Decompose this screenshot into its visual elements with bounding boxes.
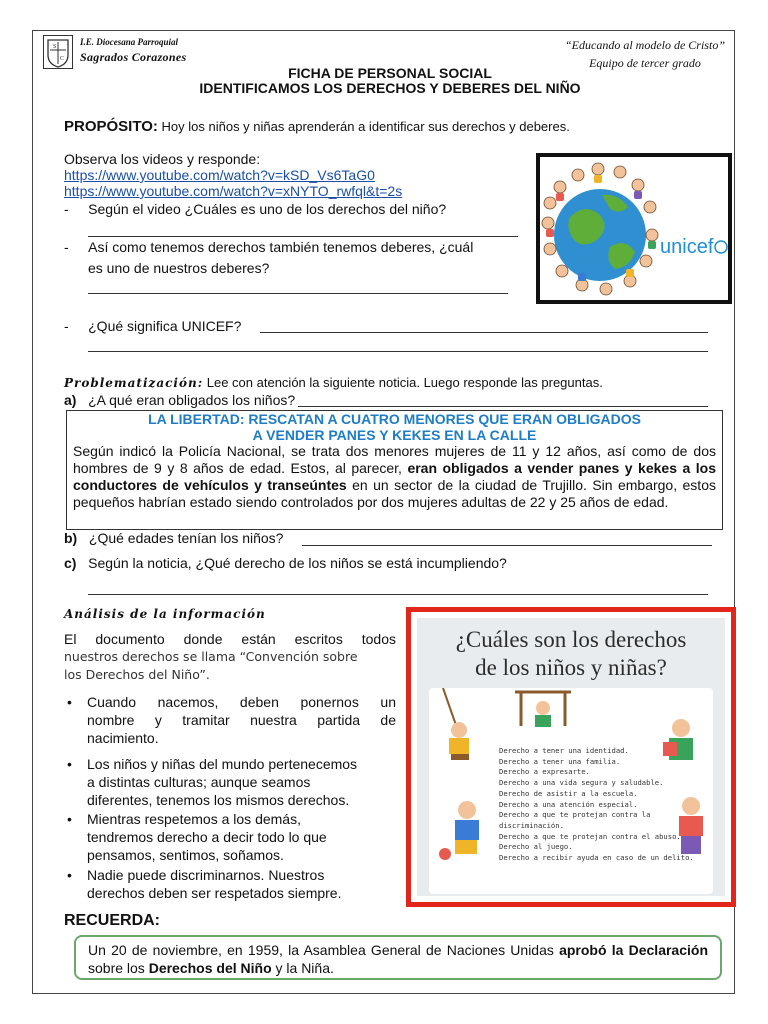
bullet-1-line-3: nacimiento.	[87, 730, 159, 746]
bullet-1-line-2: nombre y tramitar nuestra partida de	[87, 712, 396, 728]
news-body	[67, 443, 722, 511]
question-c	[64, 553, 507, 574]
answer-line[interactable]	[298, 406, 708, 407]
rights-title-1: ¿Cuáles son los derechos	[455, 627, 687, 652]
answer-line[interactable]	[88, 594, 708, 595]
answer-line[interactable]	[302, 545, 712, 546]
rights-item: Derecho a recibir ayuda en caso de un delito.	[499, 853, 694, 863]
analysis-bullet-4	[87, 866, 396, 902]
title-line1: FICHA DE PERSONAL SOCIAL	[288, 65, 492, 81]
rights-item: discriminación.	[499, 820, 564, 830]
globe-children-icon	[540, 157, 728, 300]
team-text: Equipo de tercer grado	[589, 56, 701, 70]
question-3: - ¿Qué significa UNICEF?	[64, 318, 242, 334]
analysis-bullet-3	[87, 810, 396, 864]
svg-text:S: S	[53, 44, 57, 50]
problem-label: Problematización:	[64, 376, 204, 390]
recuerda-text-2: sobre los	[88, 960, 149, 976]
bullet-2-line-3: diferentes, tenemos los mismos derechos.	[87, 792, 350, 808]
question-b	[64, 528, 283, 549]
question-2: - Así como tenemos derechos también tenemos deberes, ¿cuál	[64, 239, 474, 255]
news-headline-2: A VENDER PANES Y KEKES EN LA CALLE	[252, 427, 537, 443]
question-b-text: ¿Qué edades tenían los niños?	[88, 530, 284, 546]
analysis-intro-1: El documento donde están escritos todos	[64, 631, 396, 647]
news-body-bold: eran obligados a vender panes y kekes a los conductores de vehículos y transeúntes	[73, 460, 716, 493]
bullet-2-line-1: • Los niños y niñas del mundo pertenecemos	[87, 756, 358, 772]
question-3-text: ¿Qué significa UNICEF?	[88, 318, 242, 334]
rights-item: Derecho a que te protejan contra la	[499, 810, 651, 820]
question-a	[64, 390, 295, 411]
recuerda-bold-1: aprobó la Declaración	[559, 942, 708, 958]
news-headline-1: LA LIBERTAD: RESCATAN A CUATRO MENORES QUE ERAN OBLIGADOS	[148, 411, 641, 427]
news-box	[66, 410, 723, 530]
question-c-text: Según la noticia, ¿Qué derecho de los niños se está incumpliendo?	[88, 555, 507, 571]
analysis-intro-3: los Derechos del Niño”.	[64, 667, 210, 682]
rights-item: Derecho a expresarte.	[499, 767, 590, 777]
page-title	[140, 66, 640, 96]
news-body-1: Según indicó la Policía Nacional, se trata dos menores mujeres de 11 y 12 años, así como de dos hombres de 9 y 8 años de edad. Estos, al parecer,	[73, 443, 716, 476]
bullet-4-line-2: derechos deben ser respetados siempre.	[87, 885, 342, 901]
question-b-label: b)	[64, 530, 78, 546]
question-2-text-a: Así como tenemos derechos también tenemos deberes, ¿cuál	[88, 239, 474, 255]
videos-intro: Observa los videos y responde:	[64, 151, 261, 167]
answer-line[interactable]	[88, 351, 708, 352]
school-name-line2: Sagrados Corazones	[80, 50, 187, 64]
rights-image	[406, 607, 736, 907]
unicef-image	[536, 153, 732, 304]
question-2-text-b: es uno de nuestros deberes?	[88, 260, 270, 276]
question-a-label: a)	[64, 392, 77, 408]
school-name-line1: I.E. Diocesana Parroquial	[80, 37, 179, 47]
rights-item: Derecho de asistir a la escuela.	[499, 788, 638, 798]
unicef-brand: unicef	[660, 236, 714, 258]
rights-item: Derecho a tener una familia.	[499, 756, 621, 766]
answer-line[interactable]	[260, 332, 708, 333]
video-link-1[interactable]: https://www.youtube.com/watch?v=kSD_Vs6TaG0	[64, 167, 375, 183]
problem-text: Lee con atención la siguiente noticia. Luego responde las preguntas.	[206, 375, 603, 390]
news-body-2: en un sector de la ciudad de Trujillo. Sin embargo, estos pequeños habrían estado siendo controlados por dos mujeres adultas de 22 y 25 años de edad.	[73, 477, 716, 510]
recuerda-label: RECUERDA:	[64, 912, 160, 929]
analysis-bullet-2	[87, 755, 396, 809]
recuerda-bold-2: Derechos del Niño	[148, 960, 272, 976]
title-line2: IDENTIFICAMOS LOS DERECHOS Y DEBERES DEL NIÑO	[199, 80, 581, 96]
purpose-label: PROPÓSITO:	[64, 118, 158, 135]
analysis-intro	[64, 630, 396, 684]
rights-image-inner	[417, 618, 725, 896]
svg-text:C: C	[60, 56, 65, 62]
question-1: - Según el video ¿Cuáles es uno de los derechos del niño?	[64, 201, 447, 217]
crest-icon	[45, 38, 71, 68]
video-link-2[interactable]: https://www.youtube.com/watch?v=xNYTO_rwfql&t=2s	[64, 183, 403, 199]
question-a-text: ¿A qué eran obligados los niños?	[88, 392, 296, 408]
answer-line[interactable]	[88, 293, 508, 294]
purpose	[64, 118, 570, 135]
rights-title-2: de los niños y niñas?	[475, 655, 667, 680]
rights-item: Derecho a tener una identidad.	[499, 746, 629, 755]
rights-list	[499, 746, 694, 864]
purpose-text: Hoy los niños y niñas aprenderán a identificar sus derechos y deberes.	[161, 119, 570, 134]
rights-item: Derecho a una vida segura y saludable.	[499, 778, 664, 788]
rights-item: Derecho a una atención especial.	[499, 799, 638, 809]
bullet-2-line-2: a distintas culturas; aunque seamos	[87, 774, 311, 790]
bullet-3-line-1: • Mientras respetemos a los demás,	[87, 811, 301, 827]
analysis-bullet-1	[87, 693, 396, 747]
analysis-intro-2: nuestros derechos se llama “Convención sobre	[64, 649, 358, 664]
recuerda-text-3: y la Niña.	[271, 960, 334, 976]
question-c-label: c)	[64, 555, 77, 571]
problem-intro	[64, 375, 603, 390]
rights-title	[417, 626, 725, 682]
rights-card	[429, 688, 713, 894]
bullet-4-line-1: • Nadie puede discriminarnos. Nuestros	[87, 867, 325, 883]
school-logo	[43, 35, 73, 69]
recuerda-text-1: Un 20 de noviembre, en 1959, la Asamblea General de Naciones Unidas	[88, 942, 560, 958]
question-1-text: Según el video ¿Cuáles es uno de los derechos del niño?	[88, 201, 447, 217]
bullet-3-line-2: tendremos derecho a decir todo lo que	[87, 829, 327, 845]
rights-item: Derecho a que te protejan contra el abuso.	[499, 831, 681, 841]
bullet-1-line-1: • Cuando nacemos, deben ponernos un	[87, 694, 396, 710]
recuerda-box	[74, 935, 722, 980]
bullet-3-line-3: pensamos, sentimos, soñamos.	[87, 847, 284, 863]
motto-text: “Educando al modelo de Cristo”	[564, 38, 725, 52]
analysis-label: Análisis de la información	[64, 607, 266, 621]
rights-item: Derecho al juego.	[499, 842, 573, 852]
